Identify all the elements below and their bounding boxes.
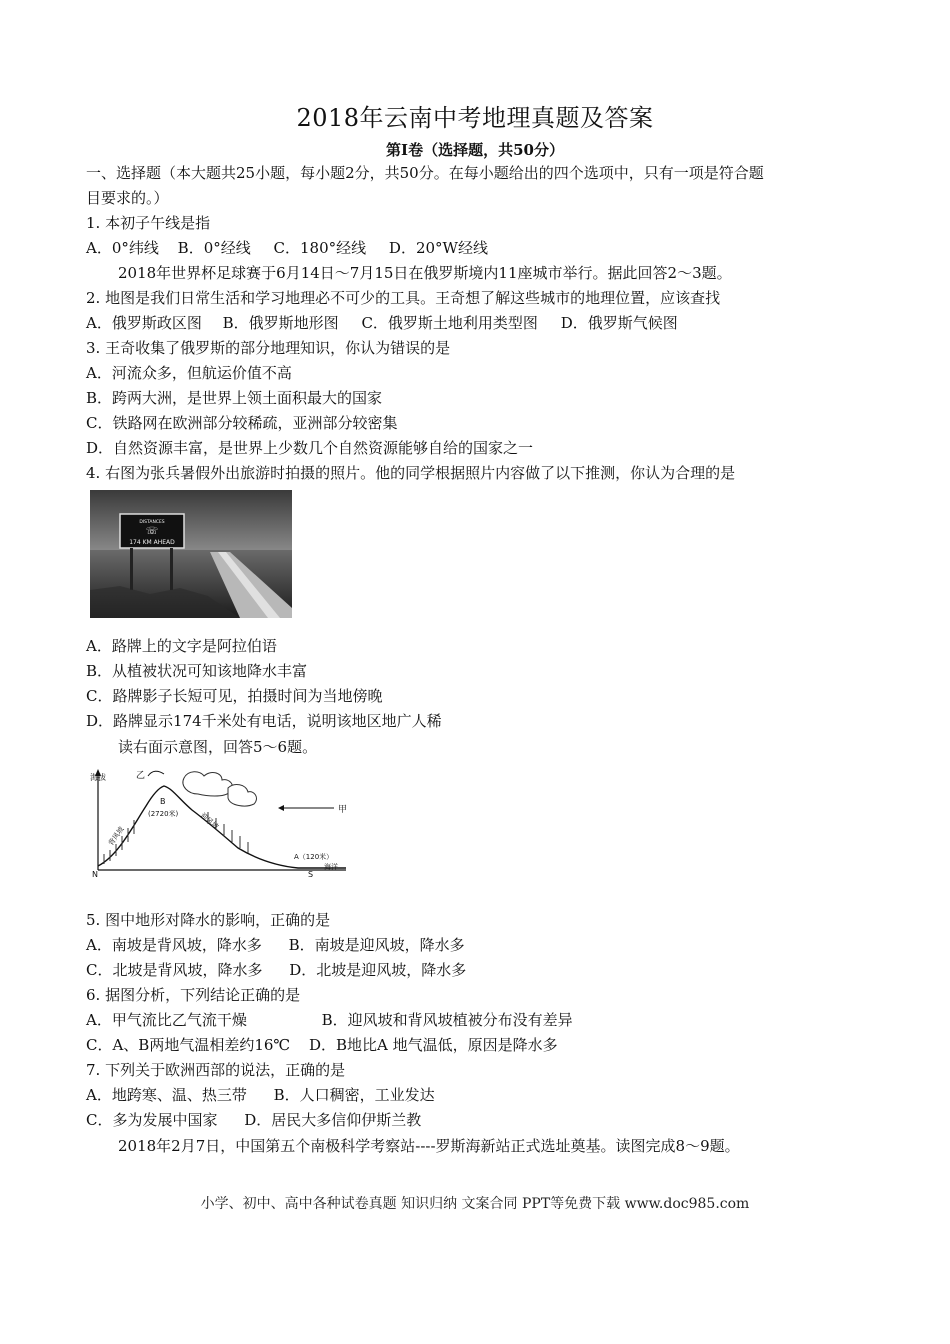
q6-stem: 6. 据图分析，下列结论正确的是 (86, 986, 301, 1004)
q7-option-a: A．地跨寒、温、热三带 (86, 1086, 247, 1104)
q4-stem: 4. 右图为张兵暑假外出旅游时拍摄的照片。他的同学根据照片内容做了以下推测，你认为合理的是 (86, 464, 736, 482)
q3-option-b: B．跨两大洲，是世界上领土面积最大的国家 (86, 389, 383, 407)
airflow-j-label: 甲 (338, 805, 348, 815)
sea-label: 海洋 (324, 863, 338, 871)
q2-option-b: B．俄罗斯地形图 (222, 314, 339, 332)
context-2-3: 2018年世界杯足球赛于6月14日～7月15日在俄罗斯境内11座城市举行。据此回答2～3题。 (118, 264, 732, 282)
q2-option-a: A．俄罗斯政区图 (86, 314, 202, 332)
q7-stem: 7. 下列关于欧洲西部的说法，正确的是 (86, 1061, 346, 1079)
q6-option-a: A．甲气流比乙气流干燥 (86, 1011, 247, 1029)
section-intro-line-1: 一、选择题（本大题共25小题，每小题2分，共50分。在每小题给出的四个选项中，只有一项是符合题 (86, 164, 764, 182)
q6-options-row-1 (86, 1010, 573, 1030)
mountain-diagram-graphic (88, 766, 368, 878)
peak-elevation: (2720米) (148, 810, 179, 818)
section-intro-line-2: 目要求的。） (86, 189, 169, 207)
q3-option-a: A．河流众多，但航运价值不高 (86, 364, 292, 382)
road-sign-photo-graphic (90, 490, 292, 618)
south-label: S (308, 870, 314, 878)
q7-options-row-2 (86, 1110, 421, 1130)
phone-icon: ☏ (145, 526, 159, 537)
q7-option-b: B．人口稠密，工业发达 (273, 1086, 435, 1104)
q4-option-a: A．路牌上的文字是阿拉伯语 (86, 637, 277, 655)
q6-option-d: D．B地比A 地气温低，原因是降水多 (308, 1036, 558, 1054)
q6-option-b: B．迎风坡和背风坡植被分布没有差异 (321, 1011, 573, 1029)
sign-top-text: DISTANCES (139, 520, 165, 525)
q5-option-a: A．南坡是背风坡，降水多 (86, 936, 262, 954)
section-subtitle: 第Ⅰ卷（选择题，共50分） (386, 141, 564, 159)
q1-options (86, 238, 488, 258)
context-8-9: 2018年2月7日，中国第五个南极科学考察站----罗斯海新站正式选址奠基。读图完成8～9题。 (118, 1137, 740, 1155)
point-a-label: A（120米） (294, 853, 334, 861)
q2-option-c: C．俄罗斯土地利用类型图 (361, 314, 538, 332)
q1-option-c: C．180°经线 (273, 239, 367, 257)
north-slope-label: 背风坡 (107, 825, 126, 848)
q4-option-b: B．从植被状况可知该地降水丰富 (86, 662, 308, 680)
page-footer: 小学、初中、高中各种试卷真题 知识归纳 文案合同 PPT等免费下载 www.doc985.com (200, 1196, 750, 1212)
context-5-6: 读右面示意图，回答5～6题。 (118, 738, 318, 756)
q5-option-d: D．北坡是迎风坡，降水多 (289, 961, 467, 979)
q3-option-d: D．自然资源丰富，是世界上少数几个自然资源能够自给的国家之一 (86, 439, 534, 457)
q5-options-row-2 (86, 960, 466, 980)
q3-stem: 3. 王奇收集了俄罗斯的部分地理知识，你认为错误的是 (86, 339, 451, 357)
q7-options-row-1 (86, 1085, 435, 1105)
page-title: 2018年云南中考地理真题及答案 (296, 104, 654, 132)
diagram-y-label: 海拔 (90, 773, 106, 782)
road-sign-photo (90, 490, 292, 618)
q5-stem: 5. 图中地形对降水的影响，正确的是 (86, 911, 331, 929)
q2-option-d: D．俄罗斯气候图 (560, 314, 678, 332)
q1-option-b: B．0°经线 (177, 239, 251, 257)
mountain-diagram (88, 766, 368, 878)
sign-bottom-text: 174 KM AHEAD (129, 539, 175, 546)
q1-option-a: A．0°纬线 (86, 239, 159, 257)
q6-option-c: C．A、B两地气温相差约16℃ (86, 1036, 291, 1054)
q6-options-row-2 (86, 1035, 558, 1055)
q1-stem: 1. 本初子午线是指 (86, 214, 211, 232)
peak-label: B (160, 797, 166, 806)
q4-option-c: C．路牌影子长短可见，拍摄时间为当地傍晚 (86, 687, 383, 705)
q2-options (86, 313, 678, 333)
q5-option-c: C．北坡是背风坡，降水多 (86, 961, 263, 979)
q3-option-c: C．铁路网在欧洲部分较稀疏，亚洲部分较密集 (86, 414, 398, 432)
q1-option-d: D．20°W经线 (388, 239, 488, 257)
q7-option-c: C．多为发展中国家 (86, 1111, 218, 1129)
north-label: N (92, 870, 98, 878)
q2-stem: 2. 地图是我们日常生活和学习地理必不可少的工具。王奇想了解这些城市的地理位置，应该查找 (86, 289, 721, 307)
q7-option-d: D．居民大多信仰伊斯兰教 (244, 1111, 422, 1129)
q5-option-b: B．南坡是迎风坡，降水多 (288, 936, 465, 954)
q4-option-d: D．路牌显示174千米处有电话，说明该地区地广人稀 (86, 712, 442, 730)
airflow-z-label: 乙 (136, 771, 146, 781)
q5-options-row-1 (86, 935, 465, 955)
south-slope-label: 迎风坡 (198, 811, 220, 832)
